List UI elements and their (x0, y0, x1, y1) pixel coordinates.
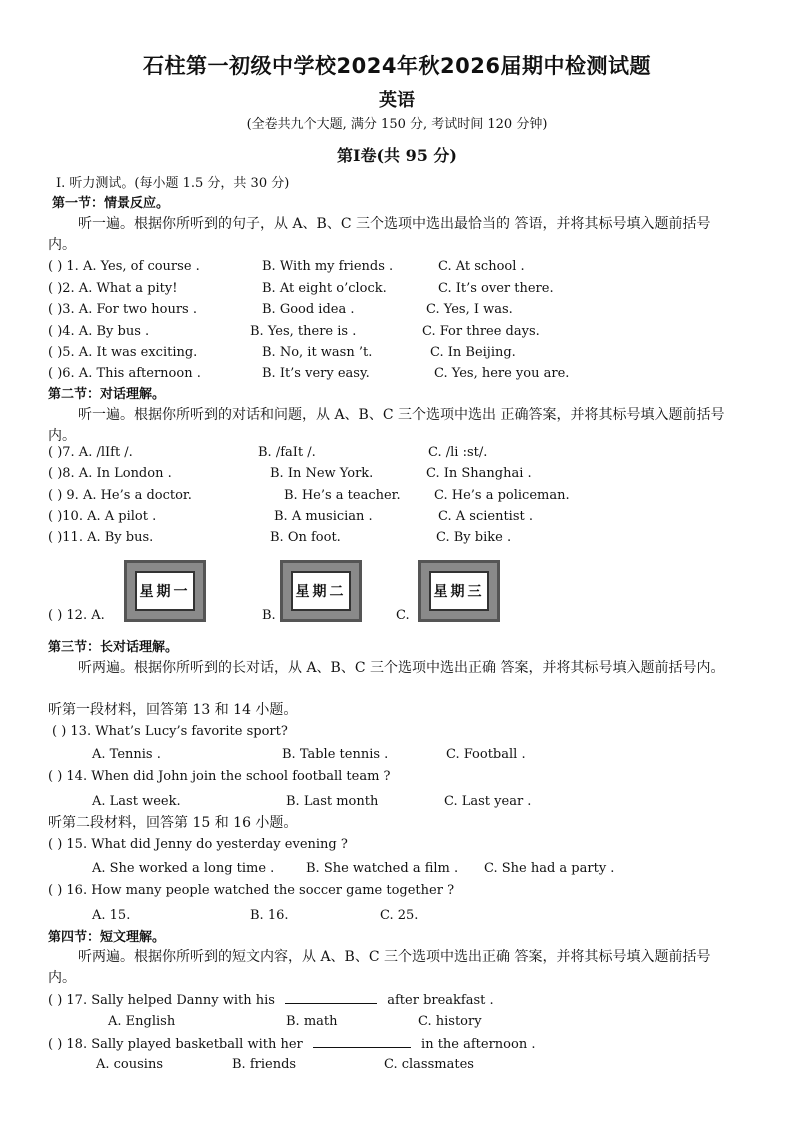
option-c: C. history (418, 1014, 482, 1029)
subsection-2-instructions: 听一遍。根据你所听到的对话和问题，从 A、B、C 三个选项中选出 正确答案，并将其标号填入题前括号内。 (48, 407, 725, 444)
option-b: B. She watched a film . (306, 861, 459, 876)
subsection-4-instructions: 听两遍。根据你所听到的短文内容，从 A、B、C 三个选项中选出正确 答案，并将其标号填入题前括号内。 (48, 949, 711, 986)
question-stem: ( )2. A. What a pity! (48, 281, 178, 296)
option-a: A. Tennis . (92, 747, 161, 762)
option-a: A. cousins (96, 1057, 164, 1072)
section-heading: Ⅰ. 听力测试。(每小题 1.5 分，共 30 分) (56, 176, 290, 191)
weekday-label: 星期二 (291, 571, 351, 611)
option-b: B. He’s a teacher. (284, 488, 401, 503)
question-stem: ( ) 12. A. (48, 608, 105, 623)
question-stem-start: ( ) 17. Sally helped Danny with his (48, 993, 275, 1008)
question-stem: ( ) 1. A. Yes, of course . (48, 259, 200, 274)
subsection-3: 第三节：长对话理解。 (48, 640, 179, 655)
option-c-image (418, 560, 500, 622)
answer-blank (285, 991, 377, 1004)
option-b: B. At eight o’clock. (262, 281, 387, 296)
option-b: B. math (286, 1014, 338, 1029)
question-stem: ( ) 9. A. He’s a doctor. (48, 488, 192, 503)
option-c: C. It’s over there. (438, 281, 554, 296)
question-stem (48, 991, 494, 1010)
question-stem: ( ) 15. What did Jenny do yesterday evening ? (48, 837, 348, 852)
option-c: C. (396, 608, 410, 623)
option-b: B. No, it wasn ’t. (262, 345, 373, 360)
option-b: B. friends (232, 1057, 297, 1072)
question-stem (48, 1035, 535, 1054)
option-b: B. In New York. (270, 466, 374, 481)
subsection-4: 第四节：短文理解。 (48, 930, 166, 945)
option-b: B. Table tennis . (282, 747, 389, 762)
question-stem-end: after breakfast . (387, 993, 494, 1008)
option-b: B. /faIt /. (258, 445, 316, 460)
material-1: 听第一段材料，回答第 13 和 14 小题。 (48, 702, 298, 718)
option-a: A. She worked a long time . (92, 861, 275, 876)
option-c: C. By bike . (436, 530, 512, 545)
question-stem-start: ( ) 18. Sally played basketball with her (48, 1037, 303, 1052)
question-stem: ( )5. A. It was exciting. (48, 345, 198, 360)
question-stem: ( )10. A. A pilot . (48, 509, 157, 524)
option-b: B. On foot. (270, 530, 341, 545)
weekday-label: 星期三 (429, 571, 489, 611)
question-stem-end: in the afternoon . (421, 1037, 536, 1052)
question-stem: ( )4. A. By bus . (48, 324, 150, 339)
option-a: A. 15. (92, 908, 131, 923)
exam-note: (全卷共九个大题, 满分 150 分, 考试时间 120 分钟) (246, 117, 548, 132)
option-a-image (124, 560, 206, 622)
option-c: C. A scientist . (438, 509, 533, 524)
option-b: B. With my friends . (262, 259, 394, 274)
option-c: C. Football . (446, 747, 526, 762)
option-c: C. In Shanghai . (426, 466, 532, 481)
question-stem: ( )7. A. /lIft /. (48, 445, 133, 460)
option-b-image (280, 560, 362, 622)
answer-blank (313, 1035, 411, 1048)
option-b: B. Yes, there is . (250, 324, 357, 339)
material-2: 听第二段材料，回答第 15 和 16 小题。 (48, 815, 298, 831)
question-stem: ( ) 16. How many people watched the soccer game together ? (48, 883, 455, 898)
option-b: B. Good idea . (262, 302, 355, 317)
question-stem: ( ) 13. What’s Lucy’s favorite sport? (52, 724, 288, 739)
option-b: B. (262, 608, 276, 623)
option-c: C. He’s a policeman. (434, 488, 570, 503)
option-c: C. For three days. (422, 324, 540, 339)
question-stem: ( )8. A. In London . (48, 466, 172, 481)
option-c: C. Yes, I was. (426, 302, 513, 317)
part-title: 第Ⅰ卷(共 95 分) (336, 146, 458, 165)
subsection-2: 第二节：对话理解。 (48, 387, 166, 402)
question-stem: ( )11. A. By bus. (48, 530, 154, 545)
option-c: C. She had a party . (484, 861, 615, 876)
option-c: C. In Beijing. (430, 345, 516, 360)
option-c: C. /li :st/. (428, 445, 488, 460)
weekday-label: 星期一 (135, 571, 195, 611)
subsection-1-instructions: 听一遍。根据你所听到的句子，从 A、B、C 三个选项中选出最恰当的 答语，并将其标号填入题前括号内。 (48, 216, 711, 253)
option-b: B. It’s very easy. (262, 366, 370, 381)
option-b: B. A musician . (274, 509, 373, 524)
question-stem: ( ) 14. When did John join the school football team ? (48, 769, 391, 784)
option-c: C. Yes, here you are. (434, 366, 570, 381)
option-c: C. Last year . (444, 794, 532, 809)
exam-title: 石柱第一初级中学校2024年秋2026届期中检测试题 (143, 54, 651, 78)
question-stem: ( )6. A. This afternoon . (48, 366, 201, 381)
option-c: C. At school . (438, 259, 525, 274)
option-b: B. 16. (250, 908, 289, 923)
subsection-1: 第一节：情景反应。 (52, 196, 170, 211)
option-c: C. 25. (380, 908, 419, 923)
option-a: A. Last week. (92, 794, 181, 809)
option-b: B. Last month (286, 794, 379, 809)
option-a: A. English (108, 1014, 176, 1029)
question-stem: ( )3. A. For two hours . (48, 302, 197, 317)
option-c: C. classmates (384, 1057, 474, 1072)
subject-title: 英语 (379, 90, 415, 111)
subsection-3-instructions: 听两遍。根据你所听到的长对话，从 A、B、C 三个选项中选出正确 答案，并将其标号填入题前括号内。 (78, 660, 725, 676)
